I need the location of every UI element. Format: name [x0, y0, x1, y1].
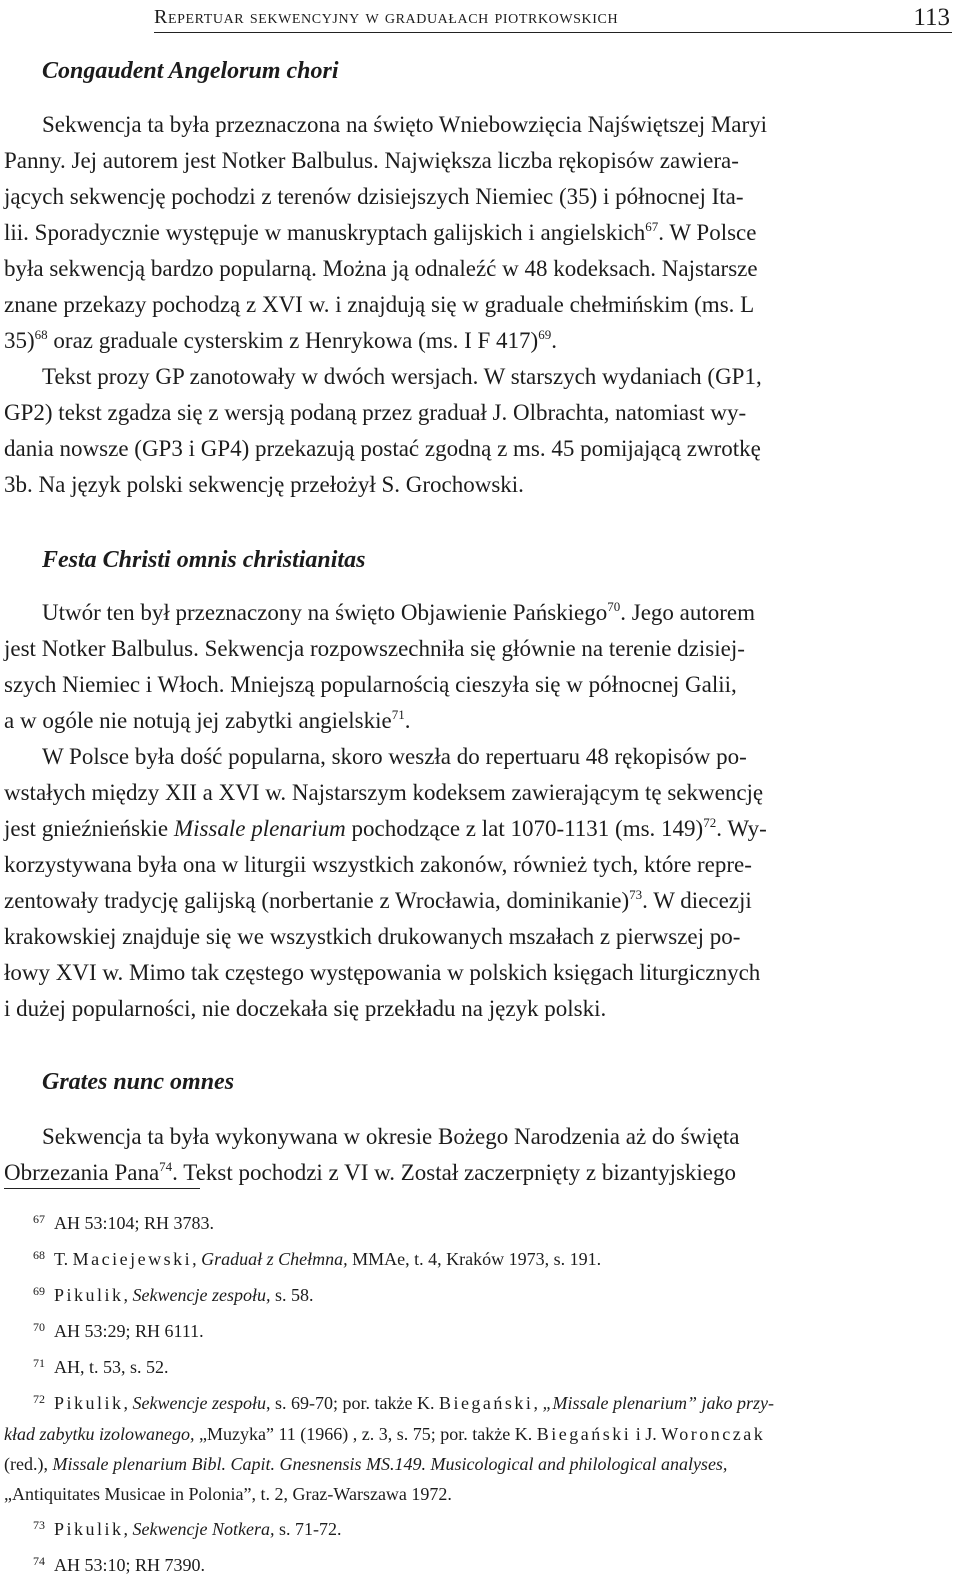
footnote-title: Graduał z Chełmna,	[201, 1249, 348, 1269]
footnote-text: AH, t. 53, s. 52.	[54, 1357, 169, 1377]
footnote-title: Sekwencje Notkera,	[132, 1519, 275, 1539]
footnote-ref[interactable]: 69	[538, 327, 552, 342]
footnote	[4, 1545, 952, 1581]
footnote-ref[interactable]: 71	[391, 707, 405, 722]
text-line: dania nowsze (GP3 i GP4) przekazują postać zgodną z ms. 45 pomijającą zwrotkę	[4, 436, 761, 461]
footnote-text: ,	[123, 1285, 133, 1305]
text-line	[4, 595, 952, 631]
text-line	[4, 1155, 952, 1191]
text-line: W Polsce była dość popularna, skoro weszła do repertuaru 48 rękopisów po-	[42, 744, 747, 769]
text-run: . Jego autorem	[620, 600, 756, 625]
footnote-title: Sekwencje zespołu,	[132, 1285, 271, 1305]
text-run: .	[404, 708, 411, 733]
footnote-text: , s. 69-70; por. także K.	[265, 1393, 439, 1413]
text-line: jących sekwencję pochodzi z terenów dzisiejszych Niemiec (35) i północnej Ita-	[4, 184, 744, 209]
footnote	[4, 1239, 952, 1275]
footnote-ref[interactable]: 74	[159, 1159, 173, 1174]
footnote-number: 67	[33, 1212, 45, 1226]
footnote-number: 74	[33, 1554, 45, 1568]
text-run: Utwór ten był przeznaczony na święto Objawienie Pańskiego	[42, 600, 608, 625]
text-run: jest gnieźnieńskie	[4, 816, 174, 841]
text-line: 3b. Na język polski sekwencję przełożył S. Grochowski.	[4, 472, 524, 497]
text-line	[4, 703, 952, 739]
section-title-festa: Festa Christi omnis christianitas	[42, 547, 366, 573]
footnote-author: Pikulik	[54, 1285, 124, 1305]
section-body-congaudent	[4, 107, 952, 503]
footnote-ref[interactable]: 70	[607, 599, 621, 614]
footnote-ref[interactable]: 68	[34, 327, 48, 342]
footnote-text: MMAe, t. 4, Kraków 1973, s. 191.	[347, 1249, 602, 1269]
text-line: Sekwencja ta była wykonywana w okresie Bożego Narodzenia aż do święta	[42, 1124, 740, 1149]
text-run: . Wy-	[716, 816, 767, 841]
footnote	[4, 1275, 952, 1311]
footnote-text: AH 53:10; RH 7390.	[54, 1555, 206, 1575]
footnote-number: 72	[33, 1392, 45, 1406]
text-run: . Tekst pochodzi z VI w. Został zaczerpnięty z bizantyjskiego	[172, 1160, 737, 1185]
footnote-text: i J.	[631, 1424, 662, 1444]
running-title: Repertuar sekwencyjny w graduałach piotrkowskich	[154, 6, 619, 28]
text-run: . W diecezji	[642, 888, 752, 913]
text-run: Obrzezania Pana	[4, 1160, 160, 1185]
footnote-divider	[4, 1188, 200, 1189]
text-run: 35)	[4, 328, 35, 353]
footnote-author: Biegański	[438, 1393, 534, 1413]
text-run: lii. Sporadycznie występuje w manuskryptach galijskich i angielskich	[4, 220, 646, 245]
footnote-ref[interactable]: 67	[645, 219, 659, 234]
footnote-number: 71	[33, 1356, 45, 1370]
text-line: szych Niemiec i Włoch. Mniejszą popularnością cieszyła się w północnej Galii,	[4, 672, 737, 697]
text-run: oraz graduale cysterskim z Henrykowa (ms. I F 417)	[47, 328, 539, 353]
text-line	[4, 215, 952, 251]
text-line: Panny. Jej autorem jest Notker Balbulus. Największa liczba rękopisów zawiera-	[4, 148, 739, 173]
footnote-text: s. 58.	[270, 1285, 314, 1305]
text-line: GP2) tekst zgadza się z wersją podaną przez graduał J. Olbrachta, natomiast wy-	[4, 400, 747, 425]
footnote-title: Sekwencje zespołu	[132, 1393, 266, 1413]
footnote-author: Pikulik	[54, 1519, 124, 1539]
italic-title: Missale plenarium	[173, 816, 346, 841]
footnote-author: Pikulik	[54, 1393, 124, 1413]
footnote-number: 73	[33, 1518, 45, 1532]
text-line: Tekst prozy GP zanotowały w dwóch wersjach. W starszych wydaniach (GP1,	[42, 364, 762, 389]
footnote	[4, 1203, 952, 1239]
text-run: pochodzące z lat 1070-1131 (ms. 149)	[345, 816, 704, 841]
section-body-grates	[4, 1119, 952, 1191]
footnote-number: 69	[33, 1284, 45, 1298]
footnotes	[4, 1203, 952, 1581]
footnote-text: ,	[123, 1393, 133, 1413]
text-line: łowy XVI w. Mimo tak częstego występowania w polskich księgach liturgicznych	[4, 960, 761, 985]
footnote	[4, 1311, 952, 1347]
footnote-text: „Muzyka” 11 (1966) , z. 3, s. 75; por. także K.	[194, 1424, 537, 1444]
section-title-congaudent: Congaudent Angelorum chori	[42, 58, 339, 84]
footnote-text: „Antiquitates Musicae in Polonia”, t. 2, Graz-Warszawa 1972.	[4, 1484, 452, 1504]
text-line: znane przekazy pochodzą z XVI w. i znajdują się w graduale chełmińskim (ms. L	[4, 292, 755, 317]
text-run: .	[551, 328, 557, 353]
text-line: wstałych między XII a XVI w. Najstarszym kodeksem zawierającym tę sekwencję	[4, 780, 764, 805]
footnote-title: Missale plenarium Bibl. Capit. Gnesnensis MS.149. Musicological and philological analyses,	[52, 1454, 728, 1474]
footnote-number: 70	[33, 1320, 45, 1334]
footnote-author: Maciejewski	[72, 1249, 193, 1269]
footnote-ref[interactable]: 73	[629, 887, 643, 902]
footnote	[4, 1383, 952, 1509]
footnote-ref[interactable]: 72	[703, 815, 717, 830]
text-run: . W Polsce	[658, 220, 757, 245]
text-line: jest Notker Balbulus. Sekwencja rozpowszechniła się głównie na terenie dzisiej-	[4, 636, 745, 661]
footnote-text: s. 71-72.	[274, 1519, 342, 1539]
footnote-author: Woronczak	[661, 1424, 766, 1444]
text-line: była sekwencją bardzo popularną. Można ją odnaleźć w 48 kodeksach. Najstarsze	[4, 256, 758, 281]
footnote-text: ,	[123, 1519, 133, 1539]
footnote-text: ,	[533, 1393, 543, 1413]
text-line: Sekwencja ta była przeznaczona na święto Wniebowzięcia Najświętszej Maryi	[42, 112, 768, 137]
section-title-grates: Grates nunc omnes	[42, 1069, 235, 1095]
text-line: i dużej popularności, nie doczekała się przekładu na język polski.	[4, 996, 607, 1021]
running-header	[154, 6, 952, 33]
footnote-title: „Missale plenarium” jako przy-	[542, 1393, 774, 1413]
footnote-text: AH 53:104; RH 3783.	[54, 1213, 215, 1233]
footnote-text: (red.),	[4, 1454, 53, 1474]
text-run: a w ogóle nie notują jej zabytki angielskie	[4, 708, 392, 733]
text-line: korzystywana była ona w liturgii wszystkich zakonów, również tych, które repre-	[4, 852, 752, 877]
footnote-number: 68	[33, 1248, 45, 1262]
text-line	[4, 323, 952, 359]
footnote-text: ,	[192, 1249, 202, 1269]
footnote	[4, 1347, 952, 1383]
section-body-festa	[4, 595, 952, 1027]
footnote-author: Biegański	[536, 1424, 632, 1444]
footnote-text: AH 53:29; RH 6111.	[54, 1321, 204, 1341]
footnote-title: kład zabytku izolowanego,	[4, 1424, 195, 1444]
text-line: krakowskiej znajduje się we wszystkich drukowanych mszałach z pierwszej po-	[4, 924, 741, 949]
page-number: 113	[913, 4, 950, 31]
footnote-text: T.	[54, 1249, 73, 1269]
text-line	[4, 883, 952, 919]
text-run: zentowały tradycję galijską (norbertanie z Wrocławia, dominikanie)	[4, 888, 630, 913]
footnote	[4, 1509, 952, 1545]
text-line	[4, 811, 952, 847]
